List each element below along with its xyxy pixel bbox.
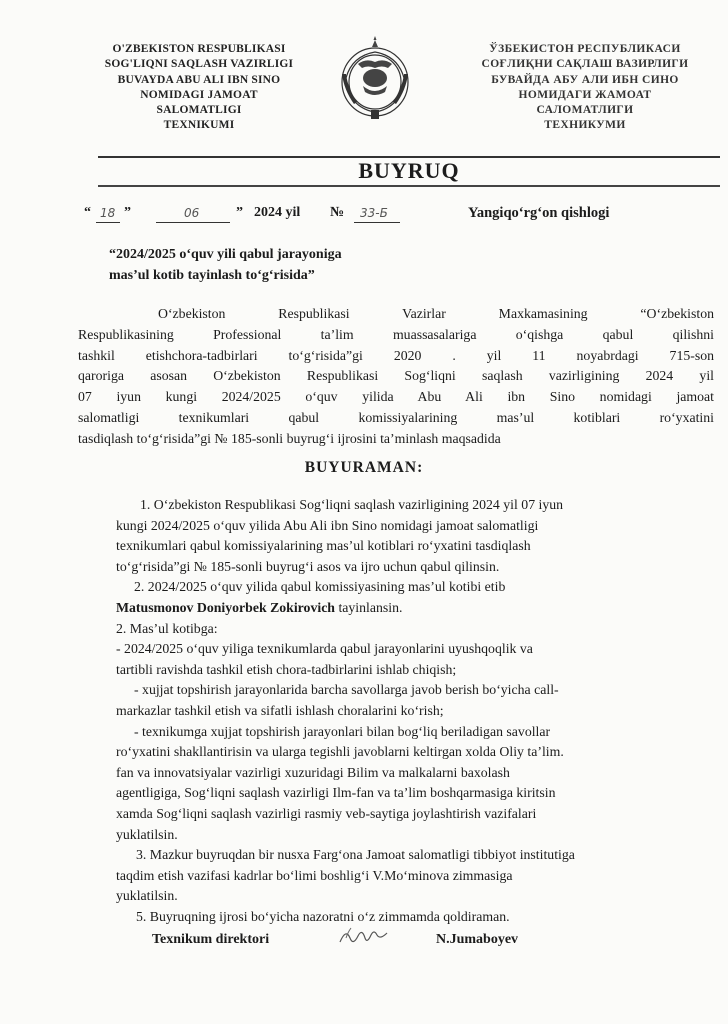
letterhead-line: ЎЗБЕКИСТОН РЕСПУБЛИКАСИ <box>489 43 681 55</box>
subject-line: mas’ul kotib tayinlash to‘g‘risida” <box>109 268 315 283</box>
preamble-paragraph <box>78 304 714 450</box>
item-line: tartibli ravishda tashkil etish chora-tadbirlarini ishlab chiqish; <box>116 661 457 677</box>
item-line: ro‘yxatini shakllantirisin va ularga tegishli javoblarni keltirgan xolda Oliy ta’lim. <box>116 744 564 760</box>
day-underline <box>96 222 120 223</box>
order-heading: BUYURAMAN: <box>304 459 424 476</box>
item-line-tail: tayinlansin. <box>335 599 403 615</box>
letterhead-line: НОМИДАГИ ЖАМОАТ <box>518 88 652 101</box>
letterhead-line: SOG'LIQNI SAQLASH VAZIRLIGI <box>104 58 294 71</box>
signatory-name: N.Jumaboyev <box>436 932 519 947</box>
letterhead-line: NOMIDAGI JAMOAT <box>140 88 258 101</box>
letterhead-line: O'ZBEKISTON RESPUBLIKASI <box>112 43 286 55</box>
signatory-role: Texnikum direktori <box>152 932 270 947</box>
date-year: 2024 yil <box>254 205 301 220</box>
state-emblem-icon <box>338 34 412 122</box>
item-line: markazlar tashkil etish va sifatli ishlash choralarini ko‘rish; <box>116 702 444 718</box>
preamble-line: salomatligi texnikumlari qabul komissiyalarining mas’ul kotiblari ro‘yxatini <box>78 409 714 425</box>
item-line: kungi 2024/2025 o‘quv yilida Abu Ali ibn Sino nomidagi jamoat salomatligi <box>116 517 539 533</box>
date-day: 18 <box>100 206 116 220</box>
preamble-line: 07 iyun kungi 2024/2025 o‘quv yilida Abu Ali ibn Sino nomidagi jamoat <box>78 389 714 405</box>
number-underline <box>354 222 400 223</box>
date-month: 06 <box>184 206 200 220</box>
letterhead-line: САЛОМАТЛИГИ <box>536 104 634 117</box>
place-name: Yangiqo‘rg‘on qishlogi <box>468 205 610 221</box>
item-line: fan va innovatsiyalar vazirligi xuzuridagi Bilim va malkalarni baxolash <box>116 764 510 780</box>
preamble-line: tasdiqlash to‘g‘risida”gi № 185-sonli buyrug‘i ijrosini ta’minlash maqsadida <box>78 430 501 446</box>
order-subject <box>109 244 429 286</box>
letterhead-line: СОҒЛИҚНИ САҚЛАШ ВАЗИРЛИГИ <box>481 58 689 71</box>
document-title: BUYRUQ <box>358 158 460 183</box>
order-number: 33-Б <box>360 206 388 220</box>
item-line: 2. Mas’ul kotibga: <box>116 620 218 636</box>
item-line: texnikumlari qabul komissiyalarining mas’ul kotiblari ro‘yxatini tasdiqlash <box>116 538 531 554</box>
header-divider-bottom <box>98 185 720 187</box>
letterhead-line: ТЕХНИКУМИ <box>544 119 626 132</box>
appointee-name: Matusmonov Doniyorbek Zokirovich <box>116 599 335 615</box>
quote-open: “ <box>84 205 91 220</box>
item-line: xamda Sog‘liqni saqlash vazirligi rasmiy veb-saytiga joylashtirish vazifalari <box>116 805 537 821</box>
item-line: taqdim etish vazifasi kadrlar bo‘limi boshlig‘i V.Mo‘minova zimmasiga <box>116 867 513 883</box>
quote-close-month: ” <box>236 205 243 220</box>
item-line: 2. 2024/2025 o‘quv yilida qabul komissiyasining mas’ul kotibi etib <box>134 579 506 595</box>
letterhead-line: SALOMATLIGI <box>156 104 242 117</box>
item-line: - texnikumga xujjat topshirish jarayonlari bilan bog‘liq beriladigan savollar <box>134 723 551 739</box>
item-line: - xujjat topshirish jarayonlarida barcha savollarga javob berish bo‘yicha call- <box>134 682 559 698</box>
item-line: 5. Buyruqning ijrosi bo‘yicha nazoratni o‘z zimmamda qoldiraman. <box>136 908 510 924</box>
item-line: 1. O‘zbekiston Respublikasi Sog‘liqni saqlash vazirligining 2024 yil 07 iyun <box>140 497 564 512</box>
quote-close-day: ” <box>124 205 131 220</box>
letterhead-cyrillic <box>460 42 710 134</box>
item-line: yuklatilsin. <box>116 888 178 904</box>
item-line <box>116 598 720 619</box>
item-line: yuklatilsin. <box>116 826 178 842</box>
preamble-line: qaroriga asosan O‘zbekiston Respublikasi Sog‘liqni saqlash vazirligining 2024 yil <box>78 368 714 384</box>
item-line: - 2024/2025 o‘quv yiliga texnikumlarda qabul jarayonlarini uyushqoqlik va <box>116 641 533 657</box>
number-label: № <box>330 205 345 220</box>
letterhead-line: BUVAYDA ABU ALI IBN SINO <box>117 73 281 86</box>
subject-line: “2024/2025 o‘quv yili qabul jarayoniga <box>109 247 342 262</box>
preamble-line: Respublikasining Professional ta’lim muassasalariga o‘qishga qabul qilishni <box>78 326 714 342</box>
handwritten-signature-icon <box>336 922 392 950</box>
item-line: 3. Mazkur buyruqdan bir nusxa Farg‘ona Jamoat salomatligi tibbiyot institutiga <box>136 847 575 863</box>
letterhead-line: TEXNIKUMI <box>163 119 235 132</box>
month-underline <box>156 222 230 223</box>
letterhead-latin <box>74 42 324 134</box>
order-items <box>116 495 720 927</box>
item-line: to‘g‘risida”gi № 185-sonli buyrug‘i asos va ijro uchun qabul qilinsin. <box>116 558 500 574</box>
preamble-line: O‘zbekiston Respublikasi Vazirlar Maxkamasining “O‘zbekiston <box>158 306 714 321</box>
letterhead-line: БУВАЙДА АБУ АЛИ ИБН СИНО <box>491 73 679 86</box>
item-line: agentligiga, Sog‘liqni saqlash vazirligi Ilm-fan va ta’lim boshqarmasiga kiritsin <box>116 785 556 801</box>
preamble-line: tashkil etishchora-tadbirlari to‘g‘risida”gi 2020 . yil 11 noyabrdagi 715-son <box>78 347 714 363</box>
